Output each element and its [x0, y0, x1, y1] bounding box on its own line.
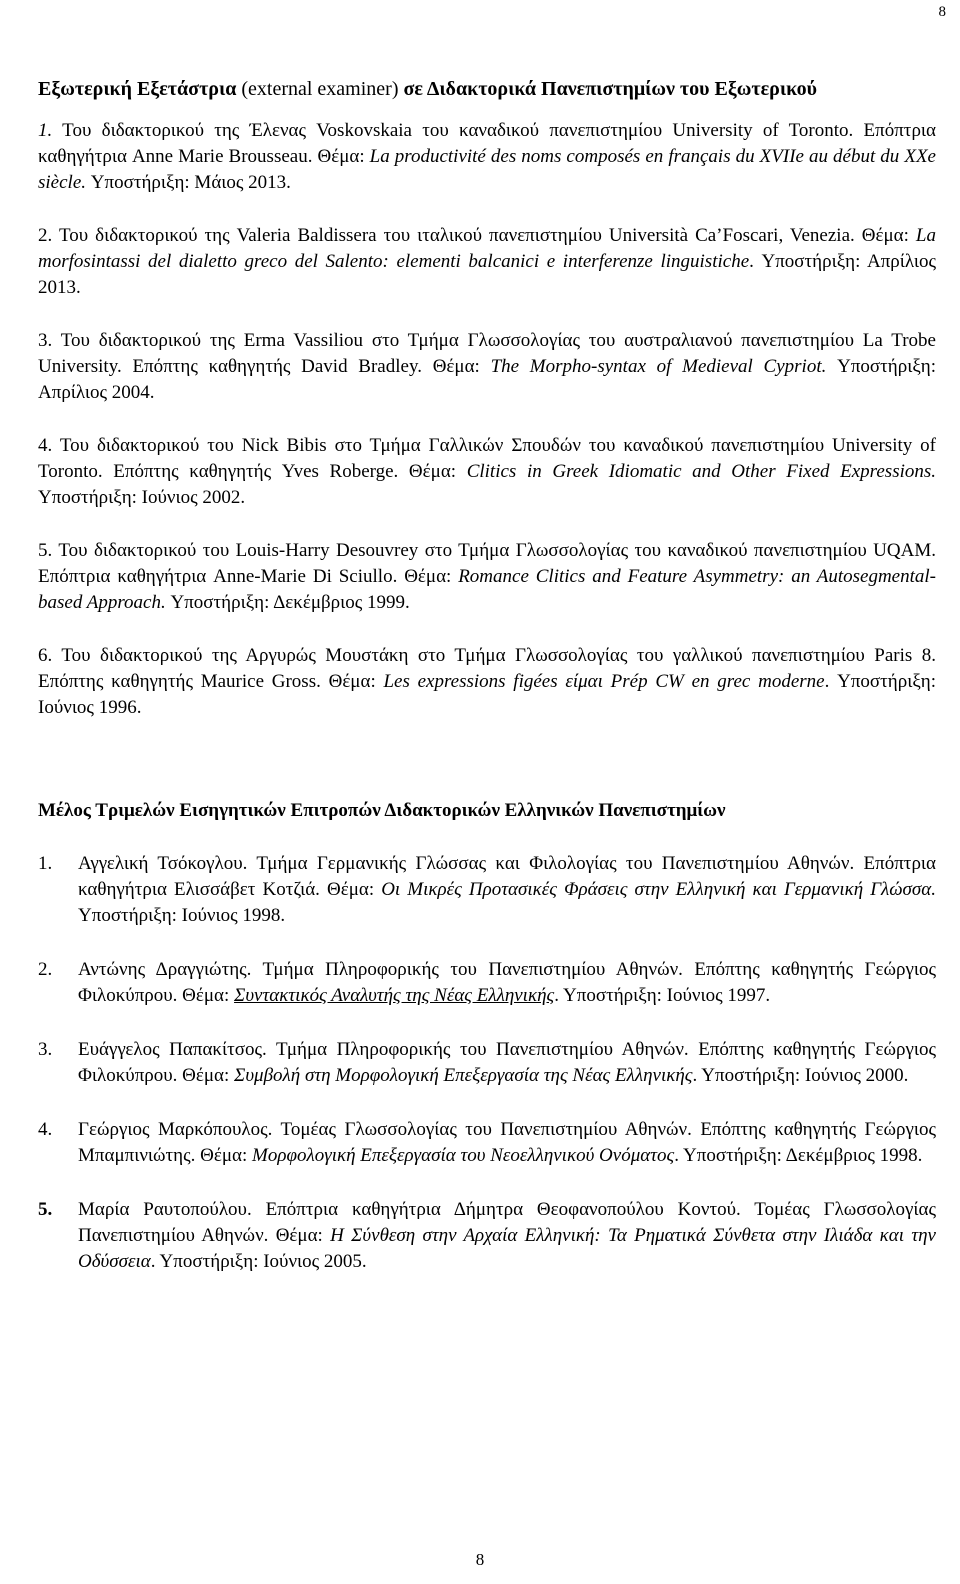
item-text: Γεώργιος Μαρκόπουλος. Τομέας Γλωσσολογίας του Πανεπιστημίου Αθηνών. Επόπτης καθηγητής Γεώργιος Μπαμπινιώτης. Θέμα:	[78, 1119, 936, 1166]
item-defense-date: . Υποστήριξη: Ιούνιος 2000.	[692, 1065, 909, 1086]
item-body	[78, 957, 936, 1009]
entry-title: Romance Clitics and Feature Asymmetry: an Autosegmental-based Approach.	[38, 566, 936, 613]
heading-normal-part: (external examiner)	[236, 78, 404, 100]
entry-title: The Morpho-syntax of Medieval Cypriot.	[490, 356, 827, 377]
external-entry-1	[38, 118, 936, 196]
section-heading-committee-member: Μέλος Τριμελών Εισηγητικών Επιτροπών Διδακτορικών Ελληνικών Πανεπιστημίων	[38, 800, 726, 821]
item-text: Αντώνης Δραγγιώτης. Τμήμα Πληροφορικής του Πανεπιστημίου Αθηνών. Επόπτης καθηγητής Γεώργιος Φιλοκύπρου. Θέμα:	[78, 959, 936, 1006]
entry-text: Του διδακτορικού του Nick Bibis στο Τμήμα Γαλλικών Σπουδών του καναδικού πανεπιστημίου University of Toronto. Επόπτης καθηγητής Yves Roberge. Θέμα:	[38, 435, 936, 482]
item-title: Συμβολή στη Μορφολογική Επεξεργασία της Νέας Ελληνικής	[234, 1065, 693, 1086]
item-number: 4.	[38, 1119, 53, 1140]
entry-number: 1.	[38, 120, 53, 141]
entry-defense-date: Υποστήριξη: Μάιος 2013.	[86, 172, 291, 193]
item-title: Η Σύνθεση στην Αρχαία Ελληνική: Τα Ρηματικά Σύνθετα στην Ιλιάδα και την Οδύσσεια	[78, 1225, 936, 1272]
page-number-top: 8	[938, 4, 946, 20]
entry-title: La morfosintassi del dialetto greco del Salento: elementi balcanici e interferenze linguistiche	[38, 225, 936, 272]
item-body	[78, 1197, 936, 1275]
entry-title: Les expressions figées είμαι Prép CW en grec moderne	[383, 671, 825, 692]
committee-list	[38, 851, 936, 1275]
item-defense-date: . Υποστήριξη: Ιούνιος 2005.	[150, 1251, 367, 1272]
entry-number: 2.	[38, 225, 53, 246]
entry-defense-date: Υποστήριξη: Ιούνιος 2002.	[38, 487, 246, 508]
item-body	[78, 1037, 936, 1089]
entry-text: Του διδακτορικού της Valeria Baldissera του ιταλικού πανεπιστημίου Università Ca’Foscari, Venezia. Θέμα:	[58, 225, 916, 246]
entry-number: 6.	[38, 645, 53, 666]
external-entry-6	[38, 643, 936, 721]
external-entry-3	[38, 328, 936, 406]
external-entry-5	[38, 538, 936, 616]
item-number: 2.	[38, 959, 53, 980]
item-title: Συντακτικός Αναλυτής της Νέας Ελληνικής	[234, 985, 555, 1006]
item-text: Αγγελική Τσόκογλου. Τμήμα Γερμανικής Γλώσσας και Φιλολογίας του Πανεπιστημίου Αθηνών. Επόπτρια καθηγήτρια Ελισσάβετ Κοτζιά. Θέμα:	[78, 853, 936, 900]
document-body	[38, 76, 936, 1303]
item-defense-date: Υποστήριξη: Ιούνιος 1998.	[78, 905, 286, 926]
item-title: Μορφολογική Επεξεργασία του Νεοελληνικού Ονόματος	[252, 1145, 675, 1166]
committee-item-4	[38, 1117, 936, 1169]
item-number: 5.	[38, 1199, 53, 1220]
external-entry-2	[38, 223, 936, 301]
page-number-bottom: 8	[475, 1550, 485, 1569]
entry-title: Clitics in Greek Idiomatic and Other Fixed Expressions.	[466, 461, 937, 482]
entry-number: 4.	[38, 435, 53, 456]
item-number: 3.	[38, 1039, 53, 1060]
item-text: Μαρία Ραυτοπούλου. Επόπτρια καθηγήτρια Δήμητρα Θεοφανοπούλου Κοντού. Τομέας Γλωσσολογίας Πανεπιστημίου Αθηνών. Θέμα:	[78, 1199, 936, 1246]
entry-defense-date: . Υποστήριξη: Απρίλιος 2013.	[38, 251, 936, 298]
heading-bold-part-2: σε Διδακτορικά Πανεπιστημίων του Εξωτερικού	[403, 78, 817, 100]
item-number: 1.	[38, 853, 53, 874]
item-body	[78, 1117, 936, 1169]
entry-number: 3.	[38, 330, 53, 351]
heading-bold-part-1: Εξωτερική Εξετάστρια	[38, 78, 237, 100]
committee-item-3	[38, 1037, 936, 1089]
committee-item-5	[38, 1197, 936, 1275]
item-defense-date: . Υποστήριξη: Δεκέμβριος 1998.	[674, 1145, 923, 1166]
committee-item-2	[38, 957, 936, 1009]
entry-text: Του διδακτορικού της Erma Vassiliou στο Τμήμα Γλωσσολογίας του αυστραλιανού πανεπιστημίου La Trobe University. Επόπτης καθηγητής David Bradley. Θέμα:	[38, 330, 936, 377]
entry-title: La productivité des noms composés en français du XVIIe au début du XXe siècle.	[38, 146, 936, 193]
entry-defense-date: Υποστήριξη: Απρίλιος 2004.	[38, 356, 936, 403]
committee-item-1	[38, 851, 936, 929]
item-body	[78, 851, 936, 929]
entry-number: 5.	[38, 540, 53, 561]
item-text: Ευάγγελος Παπακίτσος. Τμήμα Πληροφορικής του Πανεπιστημίου Αθηνών. Επόπτης καθηγητής Γεώργιος Φιλοκύπρου. Θέμα:	[78, 1039, 936, 1086]
external-entry-4	[38, 433, 936, 511]
item-defense-date: . Υποστήριξη: Ιούνιος 1997.	[554, 985, 771, 1006]
entry-defense-date: Υποστήριξη: Δεκέμβριος 1999.	[165, 592, 410, 613]
entry-defense-date: . Υποστήριξη: Ιούνιος 1996.	[38, 671, 936, 718]
entry-text: Του διδακτορικού του Louis-Harry Desouvrey στο Τμήμα Γλωσσολογίας του καναδικού πανεπιστημίου UQAM. Επόπτρια καθηγήτρια Anne-Marie Di Sciullo. Θέμα:	[38, 540, 936, 587]
section-heading-external-examiner	[38, 76, 936, 102]
item-title: Οι Μικρές Προτασικές Φράσεις στην Ελληνική και Γερμανική Γλώσσα.	[381, 879, 936, 900]
entry-text: Του διδακτορικού της Έλενας Voskovskaia του καναδικού πανεπιστημίου University of Toronto. Επόπτρια καθηγήτρια Anne Marie Brousseau. Θέμα:	[38, 120, 936, 167]
entry-text: Του διδακτορικού της Αργυρώς Μουστάκη στο Τμήμα Γλωσσολογίας του γαλλικού πανεπιστημίου Paris 8. Επόπτης καθηγητής Maurice Gross. Θέμα:	[38, 645, 936, 692]
